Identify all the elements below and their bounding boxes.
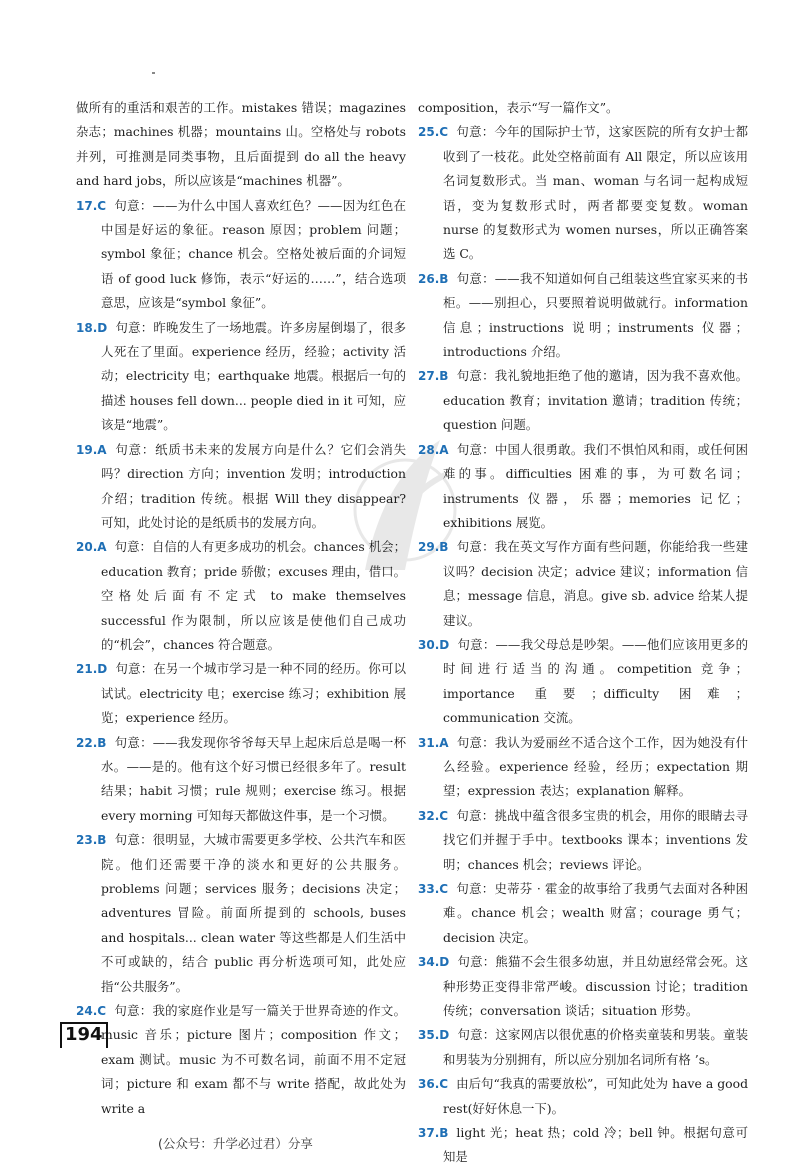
question-number: 18. (76, 320, 98, 335)
question-number: 33. (418, 882, 440, 896)
answer-letter: A (97, 540, 107, 555)
answer-entry (418, 633, 748, 731)
explanation-text: 句意：在另一个城市学习是一种不同的经历。你可以试试。electricity 电；exercise 练习；exhibition 展览；experience 经历。 (101, 661, 406, 726)
explanation-text: 句意：——我不知道如何自己组装这些宜家买来的书柜。——别担心，只要照着说明做就行。information 信息；instructions 说明；instruments 仪器；introductions 介绍。 (443, 270, 748, 360)
explanation-text: 句意：熊猫不会生很多幼崽，并且幼崽经常会死。这种形势正变得非常严峻。discussion 讨论；tradition 传统；conversation 谈话；situation 形势。 (443, 954, 748, 1019)
answer-letter: D (439, 1028, 450, 1043)
answer-letter: C (439, 125, 449, 140)
answer-entry (418, 731, 748, 804)
answer-letter: A (439, 735, 449, 750)
answer-entry (76, 194, 406, 316)
answer-letter: A (97, 442, 107, 457)
answer-entry (418, 877, 748, 950)
explanation-text: 句意：自信的人有更多成功的机会。chances 机会；education 教育；pride 骄傲；excuses 理由，借口。空格处后面有不定式 to make themselves successful 作为限制，所以应该是使他们自己成功的“机会”，chances 符合题意。 (101, 539, 406, 652)
answer-entry (76, 999, 406, 1121)
question-number: 37. (418, 1126, 440, 1141)
answer-entry (418, 438, 748, 536)
right-column (418, 96, 748, 1170)
answer-letter: B (97, 735, 107, 750)
question-number: 25. (418, 125, 440, 140)
question-number: 19. (76, 442, 98, 457)
explanation-text: 句意：——我发现你爷爷每天早上起床后总是喝一杯水。——是的。他有这个好习惯已经很多年了。result 结果；habit 习惯；rule 规则；exercise 练习。根据 every morning 可知每天都做这件事，是一个习惯。 (101, 734, 406, 823)
continued-text (418, 96, 748, 120)
explanation-text: 句意：今年的国际护士节，这家医院的所有女护士都收到了一枝花。此处空格前面有 All 限定，所以应该用名词复数形式。当 man、woman 与名词一起构成短语，变为复数形式时，两者都要变复数。woman nurse 的复数形式为 women nurses，所以正确答案选 C。 (443, 124, 748, 262)
footer-text: (公众号：升学必过君）分享 (158, 1136, 313, 1151)
answer-entry (76, 828, 406, 999)
answer-entry (418, 267, 748, 365)
explanation-text: 句意：史蒂芬 · 霍金的故事给了我勇气去面对各种困难。chance 机会；wealth 财富；courage 勇气；decision 决定。 (443, 881, 748, 945)
explanation-text: 由后句“我真的需要放松”，可知此处为 have a good rest(好好休息一下)。 (443, 1076, 748, 1116)
explanation-text: 句意：很明显，大城市需要更多学校、公共汽车和医院。他们还需要干净的淡水和更好的公共服务。problems 问题；services 服务；decisions 决定；adventures 冒险。前面所提到的 schools, buses and hospitals... clean water 等这些都是人们生活中不可或缺的，结合 public 再分析选项可知，此处应指“公共服务”。 (101, 832, 406, 994)
answer-letter: C (439, 808, 449, 823)
scan-speck (152, 72, 155, 74)
question-number: 20. (76, 540, 98, 555)
answer-letter: B (97, 833, 107, 848)
answer-letter: D (439, 955, 450, 970)
explanation-text: 句意：挑战中蕴含很多宝贵的机会，用你的眼睛去寻找它们并握于手中。textbooks 课本；inventions 发明；chances 机会；reviews 评论。 (443, 807, 748, 872)
question-number: 32. (418, 808, 440, 823)
answer-letter: D (439, 637, 450, 652)
explanation-text: 句意：——为什么中国人喜欢红色？——因为红色在中国是好运的象征。reason 原因；problem 问题；symbol 象征；chance 机会。空格处被后面的介词短语 of good luck 修饰，表示“好运的……”，结合选项意思，应该是“symbol 象征”。 (101, 197, 406, 311)
explanation-text: 句意：我在英文写作方面有些问题，你能给我一些建议吗？decision 决定；advice 建议；information 信息；message 信息，消息。give sb. advice 给某人提建议。 (443, 539, 748, 628)
explanation-text: 句意：我的家庭作业是写一篇关于世界奇迹的作文。music 音乐；picture 图片；composition 作文；exam 测试。music 为不可数名词，前面不用不定冠词；picture 和 exam 都不与 write 搭配，故此处为 write a (101, 1003, 406, 1116)
continued-text (76, 96, 406, 194)
answer-letter: B (439, 540, 449, 555)
explanation-text: 句意：我认为爱丽丝不适合这个工作，因为她没有什么经验。experience 经验，经历；expectation 期望；expression 表达；explanation 解释。 (443, 734, 748, 799)
question-number: 17. (76, 198, 98, 213)
answer-entry (418, 364, 748, 437)
answer-letter: C (97, 1004, 107, 1019)
answer-entry (418, 120, 748, 266)
explanation-text: 句意：纸质书未来的发展方向是什么？它们会消失吗？direction 方向；invention 发明；introduction 介绍；tradition 传统。根据 Will they disappear? 可知，此处讨论的是纸质书的发展方向。 (101, 441, 406, 530)
answer-entry (418, 950, 748, 1023)
explanation-text: composition，表示“写一篇作文”。 (418, 100, 619, 115)
answer-entry (76, 535, 406, 657)
answer-entry (76, 438, 406, 536)
answer-letter: D (97, 320, 108, 335)
question-number: 26. (418, 271, 440, 286)
explanation-text: 句意：昨晚发生了一场地震。许多房屋倒塌了，很多人死在了里面。experience 经历，经验；activity 活动；electricity 电；earthquake 地震。根据后一句的描述 houses fell down... people died in it 可知，应该是“地震”。 (101, 319, 406, 433)
explanation-text: light 光；heat 热；cold 冷；bell 钟。根据句意可知是 (443, 1125, 748, 1165)
question-number: 30. (418, 637, 440, 652)
answer-letter: C (439, 1077, 449, 1092)
question-number: 23. (76, 833, 98, 848)
answer-entry (418, 535, 748, 633)
answer-entry (76, 316, 406, 438)
question-number: 35. (418, 1028, 440, 1043)
answer-letter: A (439, 442, 449, 457)
answer-letter: C (439, 882, 449, 896)
question-number: 34. (418, 955, 440, 970)
explanation-text: 句意：这家网店以很优惠的价格卖童装和男装。童装和男装为分别拥有，所以应分别加名词所有格 ’s。 (443, 1027, 748, 1067)
explanation-text: 句意：我礼貌地拒绝了他的邀请，因为我不喜欢他。education 教育；invitation 邀请；tradition 传统；question 问题。 (443, 368, 748, 433)
answer-letter: B (439, 1126, 449, 1141)
question-number: 36. (418, 1077, 440, 1092)
explanation-text: 做所有的重活和艰苦的工作。mistakes 错误；magazines 杂志；machines 机器；mountains 山。空格处与 robots 并列，可推测是同类事物，且后面提到 do all the heavy and hard jobs，所以应该是“machines 机器”。 (76, 100, 406, 189)
question-number: 21. (76, 662, 98, 677)
question-number: 24. (76, 1004, 98, 1019)
explanation-text: 句意：中国人很勇敢。我们不惧怕风和雨，或任何困难的事。difficulties 困难的事，为可数名词；instruments 仪器，乐器；memories 记忆；exhibitions 展览。 (443, 441, 748, 530)
answer-entry (418, 1072, 748, 1121)
question-number: 22. (76, 735, 98, 750)
answer-entry (418, 804, 748, 877)
answer-entry (418, 1121, 748, 1170)
answer-entry (76, 657, 406, 730)
page-number: 194 (60, 1022, 108, 1048)
question-number: 28. (418, 442, 440, 457)
question-number: 27. (418, 369, 440, 384)
answer-entry (76, 731, 406, 829)
answer-letter: C (97, 198, 107, 213)
answer-letter: D (97, 662, 108, 677)
explanation-text: 句意：——我父母总是吵架。——他们应该用更多的时间进行适当的沟通。competition 竞争；importance 重要；difficulty 困难；communication 交流。 (443, 636, 748, 726)
question-number: 29. (418, 540, 440, 555)
answer-letter: B (439, 271, 449, 286)
answer-letter: B (439, 369, 449, 384)
question-number: 31. (418, 735, 440, 750)
left-column (76, 96, 406, 1121)
answer-entry (418, 1023, 748, 1072)
